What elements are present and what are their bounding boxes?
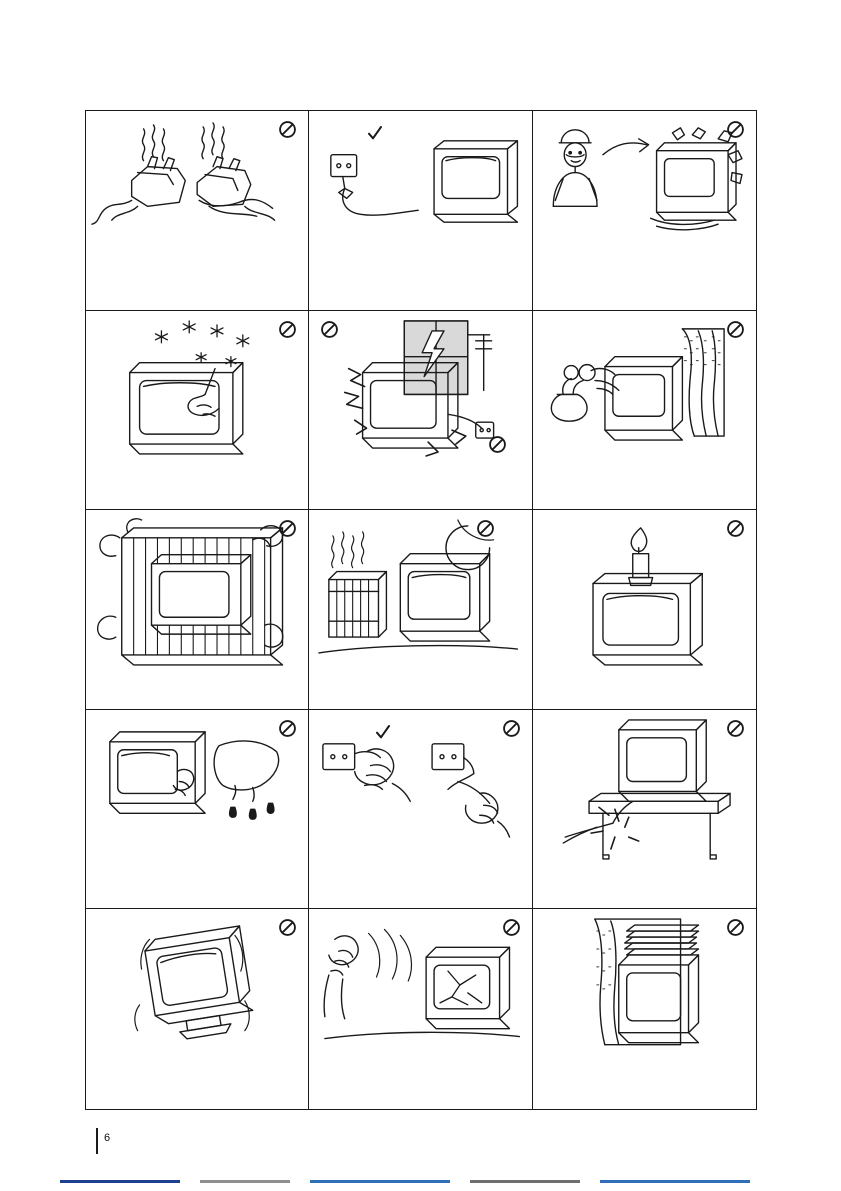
no-unstable-stand-icon — [86, 909, 308, 1109]
safety-pictogram-grid — [85, 110, 757, 1110]
page-number: 6 — [104, 1132, 111, 1144]
prohibition-badge — [727, 520, 744, 537]
no-fireworks-near-tv-icon — [86, 311, 308, 510]
no-trapped-power-cord-icon — [533, 710, 756, 909]
pictogram-cell — [309, 111, 532, 311]
no-covering-vents-icon — [533, 909, 756, 1109]
prohibition-badge — [503, 720, 520, 737]
prohibition-badge — [279, 720, 296, 737]
prohibition-badge — [279, 121, 296, 138]
prohibition-badge — [727, 919, 744, 936]
check-badge — [367, 125, 383, 141]
pictogram-cell — [309, 311, 532, 511]
prohibition-badge-secondary — [489, 436, 506, 453]
prohibition-badge — [321, 321, 338, 338]
prohibition-badge — [477, 520, 494, 537]
prohibition-badge — [503, 919, 520, 936]
page-number-rule — [96, 1128, 98, 1154]
check-badge — [375, 724, 391, 740]
prohibition-badge — [727, 121, 744, 138]
pictogram-cell — [533, 909, 756, 1109]
pictogram-cell — [533, 710, 756, 910]
unplug-during-lightning-icon — [309, 311, 531, 510]
pictogram-cell — [86, 710, 309, 910]
prohibition-badge — [279, 919, 296, 936]
plug-into-outlet-icon — [309, 111, 531, 310]
no-enclosed-bookshelf-icon — [86, 510, 308, 709]
pictogram-cell — [309, 909, 532, 1109]
pictogram-cell — [86, 510, 309, 710]
pictogram-cell — [86, 111, 309, 311]
pictogram-cell — [533, 311, 756, 511]
pictogram-cell — [533, 510, 756, 710]
prohibition-badge — [279, 321, 296, 338]
prohibition-badge — [727, 720, 744, 737]
pictogram-cell — [86, 909, 309, 1109]
pictogram-cell — [309, 510, 532, 710]
pictogram-cell — [533, 111, 756, 311]
overloaded-outlet-icon — [86, 111, 308, 310]
scan-artifact-strip — [0, 1176, 841, 1191]
pictogram-cell — [309, 710, 532, 910]
prohibition-badge — [279, 520, 296, 537]
do-not-disassemble-icon — [533, 111, 756, 310]
pull-plug-not-cord-icon — [309, 710, 531, 909]
no-liquids-on-tv-icon — [533, 311, 756, 510]
pictogram-cell — [86, 311, 309, 511]
no-heat-source-icon — [309, 510, 531, 709]
no-wet-cloth-cleaning-icon — [86, 710, 308, 909]
no-candle-on-tv-icon — [533, 510, 756, 709]
no-throwing-objects-at-screen-icon — [309, 909, 531, 1109]
prohibition-badge — [727, 321, 744, 338]
